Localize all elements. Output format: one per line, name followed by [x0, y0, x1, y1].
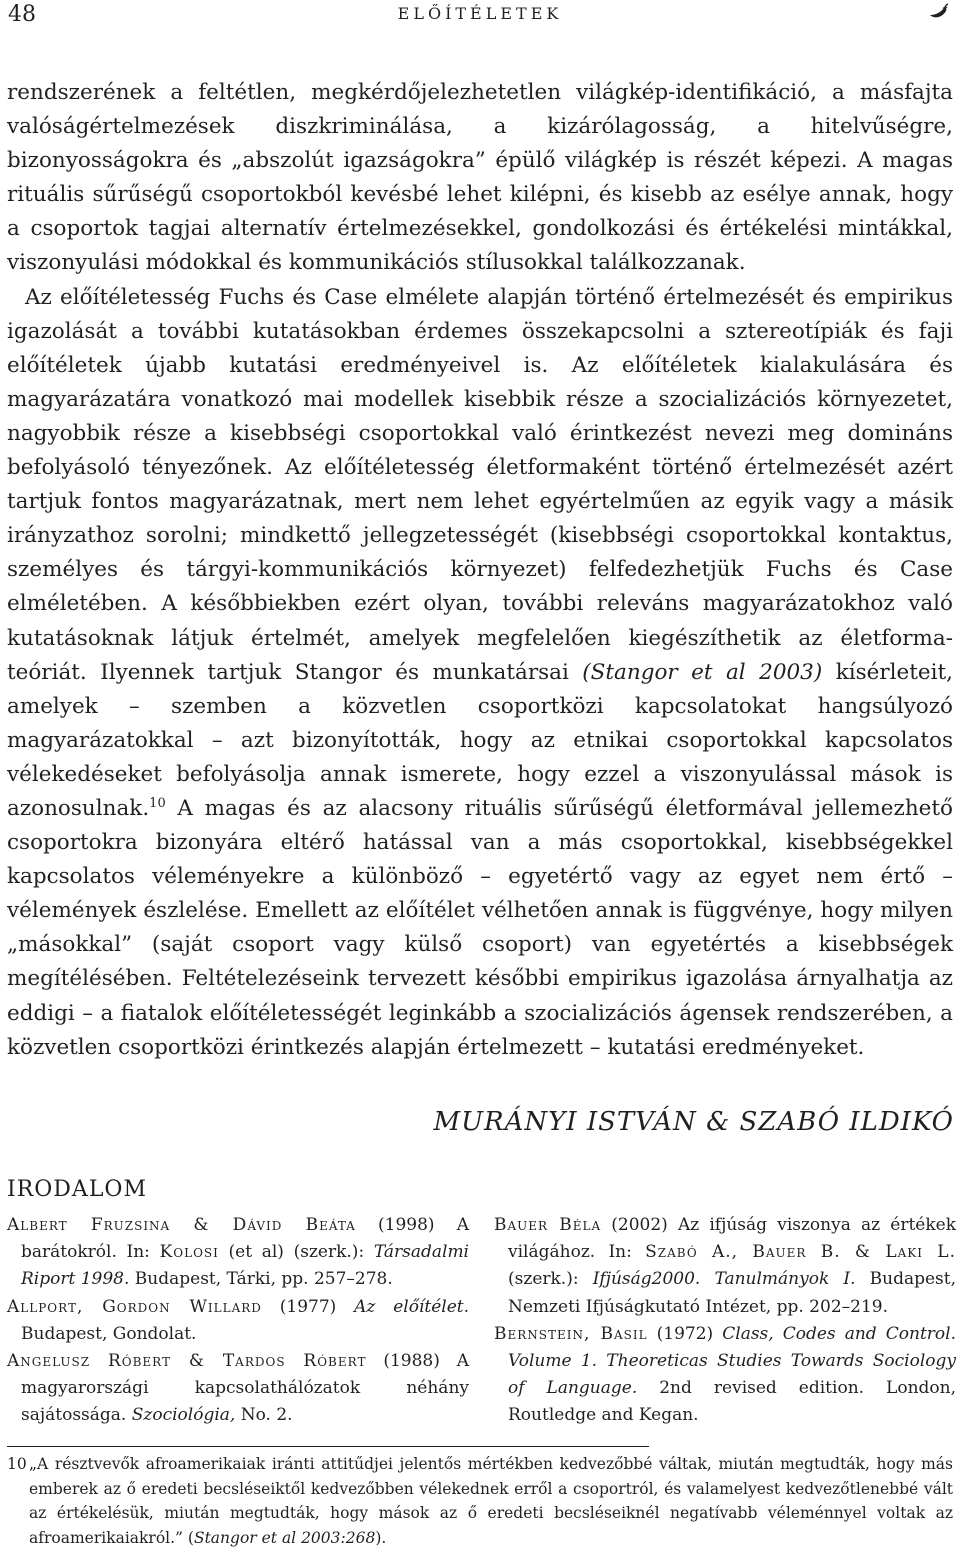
footnote: 10 „A résztvevők afroamerikaiak iránti attitűdjei jelentős mértékben kedvezőbbé váltak, miután megtudták, hogy más emberek az ő eredeti becsléseiktől kedvezőbben vélekednek erről a csoportról, és valamelyest kedvezőtlenebbé vált az értékelésük, miután megtudták, hogy mások az ő eredeti becsléseiknél negatívabb véleménnyel voltak az afroamerikaiakról.” (Stangor et al 2003:268). [7, 1452, 953, 1550]
footnote-number: 10 [7, 1455, 27, 1473]
references-left-column [7, 1212, 469, 1430]
page-number: 48 [8, 2, 36, 27]
references-right-column [494, 1212, 956, 1430]
author-signature: MURÁNYI ISTVÁN & SZABÓ ILDIKÓ [433, 1107, 954, 1137]
inline-citation: (Stangor et al 2003) [582, 659, 823, 685]
reference-item: Bernstein, Basil (1972) Class, Codes and Control. Volume 1. Theoreticas Studies Towards Sociology of Language. 2nd revised edition. London, Routledge and Kegan. [494, 1323, 956, 1426]
running-title: ELŐÍTÉLETEK [397, 4, 563, 23]
chili-pepper-icon [928, 3, 950, 21]
reference-item: Angelusz Róbert & Tardos Róbert (1988) A magyarországi kapcsolathálózatok néhány sajátossága. Szociológia, No. 2. [7, 1351, 469, 1426]
paragraph: Az előítéletesség Fuchs és Case elmélete alapján történő értelmezését és empirikus igazolását a további kutatásokban érdemes összekapcsolni a sztereotípiák és faji előítéletek újabb kutatási eredményeivel is. Az előítéletek kialakulására és magyarázatára vonatkozó mai modellek kisebbik része a szocializációs környezetet, nagyobbik része a kisebbségi csoportokkal való érintkezést nevezi meg domináns befolyásoló tényezőnek. Az előítéletesség életformaként történő értelmezését azért tartjuk fontos magyarázatnak, mert nem lehet egyértelműen az egyik vagy a másik irányzathoz sorolni; mindkettő jellegzetességét (kisebbségi csoportokkal kontaktus, személyes és tárgyi-kommunikációs környezet) felfedezhetjük Fuchs és Case elméletében. A későbbiekben ezért olyan, további releváns magyarázatokhoz való kutatásoknak látjuk értelmét, amelyek megfelelően kiegészíthetik az életforma-teóriát. Ilyennek tartjuk Stangor és munkatársai (Stangor et al 2003) kísérleteit, amelyek – szemben a közvetlen csoportközi kapcsolatokat hangsúlyozó magyarázatokkal – azt bizonyították, hogy az etnikai csoportokkal kapcsolatos vélekedéseket befolyásolja annak ismerete, hogy ezzel a viszonyulással mások is azonosulnak.$^{10}$ A magas és az alacsony rituális sűrűségű életformával jellemezhető csoportokra bizonyára eltérő hatással van a más csoportokkal, kisebbségekkel kapcsolatos véleményekre a különböző – egyetértő vagy az egyet nem értő – vélemények észlelése. Emellett az előítélet vélhetően annak is függvénye, hogy milyen „másokkal” (saját csoport vagy külső csoport) van egyetértés a kisebbségek megítélésében. Feltételezéseink tervezett későbbi empirikus igazolása árnyalhatja az eddigi – a fiatalok előítéletességét leginkább a szocializációs ágensek rendszerében, a közvetlen csoportközi érintkezés alapján értelmezett – kutatási eredményeket. [7, 284, 953, 1060]
body-text [7, 76, 953, 1065]
footnote-marker[interactable]: 10 [149, 795, 166, 811]
paragraph: rendszerének a feltétlen, megkérdőjelezhetetlen világkép-identifikáció, a másfajta valóságértelmezések diszkriminálása, a kizárólagosság, a hitelvűségre, bizonyosságokra és „abszolút igazságokra” épülő világkép is részét képezi. A magas rituális sűrűségű csoportokból kevésbé lehet kilépni, és kisebb az esélye annak, hogy a csoportok tagjai alternatív értelmezésekkel, gondolkozási és értékelési mintákkal, viszonyulási módokkal és kommunikációs stílusokkal találkozzanak. [7, 80, 953, 276]
reference-item: Bauer Béla (2002) Az ifjúság viszonya az értékek világához. In: Szabó A., Bauer B. & Laki L. (szerk.): Ifjúság2000. Tanulmányok I. Budapest, Nemzeti Ifjúságkutató Intézet, pp. 202–219. [494, 1215, 957, 1317]
footnote-divider [7, 1446, 649, 1447]
footnote-citation: Stangor et al 2003:268 [193, 1528, 376, 1547]
reference-item: Albert Fruzsina & Dávid Beáta (1998) A barátokról. In: Kolosi (et al) (szerk.): Társadalmi Riport 1998. Budapest, Tárki, pp. 257–278. [7, 1215, 469, 1290]
reference-item: Allport, Gordon Willard (1977) Az előítélet. Budapest, Gondolat. [7, 1296, 469, 1344]
references-heading: IRODALOM [7, 1177, 147, 1202]
page-header [8, 0, 952, 30]
footnote-text: „A résztvevők afroamerikaiak iránti attitűdjei jelentős mértékben kedvezőbbé váltak, miután megtudták, hogy más emberek az ő eredeti becsléseiktől kedvezőbben vélekednek erről a csoportról, és valamelyest kedvezőtlenebbé vált az értékelésük, miután megtudták, hogy mások az ő eredeti becsléseiknél negatívabb véleménnyel voltak az afroamerikaiakról.” ( [29, 1455, 953, 1547]
